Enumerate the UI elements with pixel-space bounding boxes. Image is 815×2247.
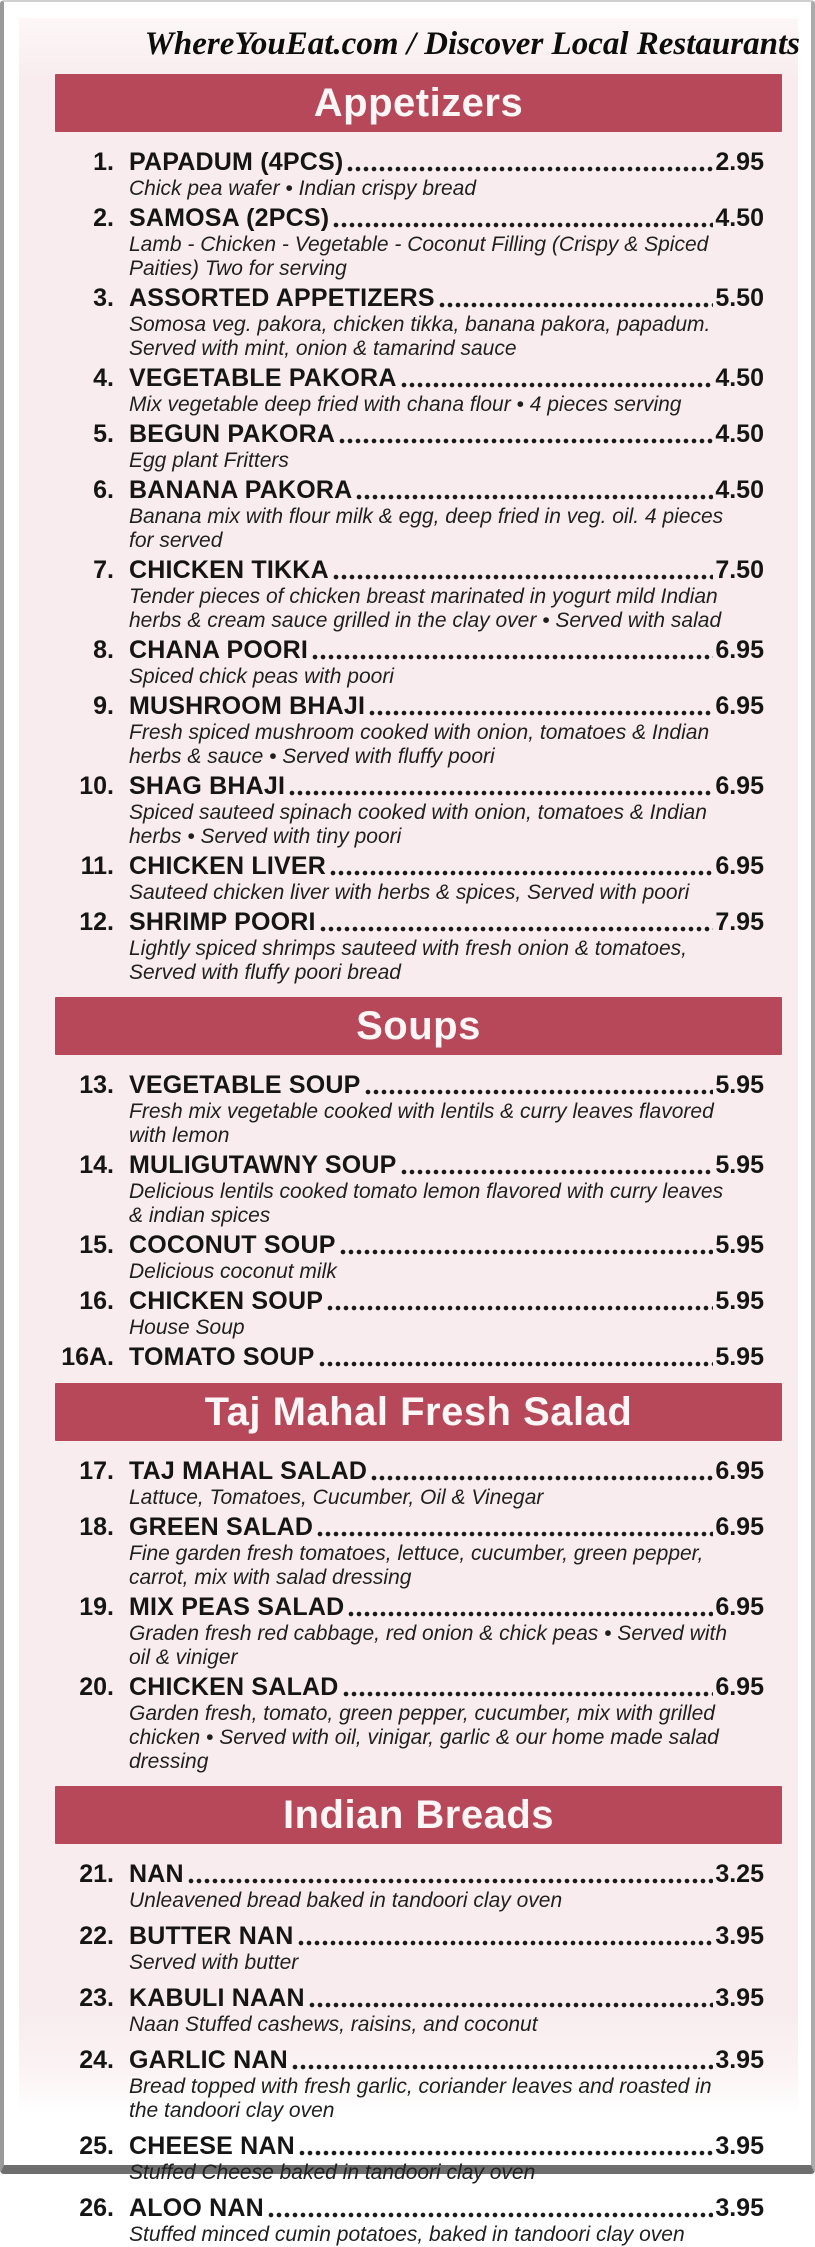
item-price: 6.95	[715, 1673, 764, 1701]
item-description: Unleavened bread baked in tandoori clay oven	[129, 1889, 563, 1912]
item-price: 7.95	[715, 908, 764, 936]
item-description: Banana mix with flour milk & egg, deep fried in veg. oil. 4 pieces for served	[129, 505, 724, 552]
item-name: TOMATO SOUP	[129, 1343, 315, 1371]
dotted-leader	[401, 1169, 714, 1175]
item-line	[129, 1513, 764, 1541]
dotted-leader	[330, 870, 713, 876]
menu-item	[19, 1673, 798, 1774]
dotted-leader	[268, 2212, 713, 2218]
item-price: 3.95	[715, 2194, 764, 2222]
item-price: 6.95	[715, 692, 764, 720]
item-line	[129, 1287, 764, 1315]
item-line	[129, 148, 764, 176]
dotted-leader	[371, 1475, 713, 1481]
item-price: 5.50	[715, 284, 764, 312]
menu-item	[19, 204, 798, 281]
dotted-leader	[333, 222, 713, 228]
item-line	[129, 1343, 764, 1371]
item-number: 13.	[79, 1071, 114, 1099]
item-description: Spiced chick peas with poori	[129, 665, 394, 688]
item-number: 5.	[93, 420, 114, 448]
dotted-leader	[365, 1089, 714, 1095]
item-name: PAPADUM (4PCS)	[129, 148, 344, 176]
item-price: 5.95	[715, 1287, 764, 1315]
menu-item	[19, 908, 798, 985]
item-number: 15.	[79, 1231, 114, 1259]
item-description: Somosa veg. pakora, chicken tikka, banana pakora, papadum. Served with mint, onion & tamarind sauce	[129, 313, 711, 360]
item-name: NAN	[129, 1860, 184, 1888]
item-name: CHICKEN TIKKA	[129, 556, 329, 584]
item-name: BANANA PAKORA	[129, 476, 353, 504]
item-price: 4.50	[715, 420, 764, 448]
item-name: CHICKEN LIVER	[129, 852, 327, 880]
item-number: 6.	[93, 476, 114, 504]
item-price: 5.95	[715, 1151, 764, 1179]
dotted-leader	[320, 926, 714, 932]
item-price: 6.95	[715, 772, 764, 800]
item-description: Chick pea wafer • Indian crispy bread	[129, 177, 477, 200]
item-body	[129, 1151, 764, 1228]
item-body	[129, 1860, 764, 1913]
item-name: TAJ MAHAL SALAD	[129, 1457, 368, 1485]
item-price: 5.95	[715, 1343, 764, 1371]
item-name: CHICKEN SALAD	[129, 1673, 339, 1701]
site-header-title: WhereYouEat.com / Discover Local Restaurants	[144, 26, 800, 62]
dotted-leader	[401, 382, 714, 388]
item-number: 9.	[93, 692, 114, 720]
dotted-leader	[343, 1691, 714, 1697]
item-price: 3.95	[715, 1984, 764, 2012]
item-number: 21.	[79, 1860, 114, 1888]
item-description: House Soup	[129, 1316, 245, 1339]
item-body	[129, 1513, 764, 1590]
menu-item	[19, 1984, 798, 2037]
item-body	[129, 692, 764, 769]
menu-item	[19, 1457, 798, 1510]
item-number: 8.	[93, 636, 114, 664]
item-number: 3.	[93, 284, 114, 312]
dotted-leader	[317, 1531, 713, 1537]
item-name: SAMOSA (2PCS)	[129, 204, 330, 232]
item-name: SHRIMP POORI	[129, 908, 316, 936]
section-banner	[55, 1786, 782, 1844]
item-line	[129, 908, 764, 936]
item-name: GARLIC NAN	[129, 2046, 288, 2074]
item-name: MUSHROOM BHAJI	[129, 692, 366, 720]
item-body	[129, 2046, 764, 2123]
menu-item	[19, 476, 798, 553]
item-name: VEGETABLE PAKORA	[129, 364, 397, 392]
item-body	[129, 1673, 764, 1774]
item-number: 24.	[79, 2046, 114, 2074]
item-description: Stuffed Cheese baked in tandoori clay oven	[129, 2161, 536, 2184]
item-price: 4.50	[715, 476, 764, 504]
item-description: Lattuce, Tomatoes, Cucumber, Oil & Vinegar	[129, 1486, 544, 1509]
section-items	[19, 1457, 798, 1774]
menu-paper	[19, 18, 800, 2246]
item-name: MULIGUTAWNY SOUP	[129, 1151, 397, 1179]
dotted-leader	[298, 1940, 714, 1946]
section-banner	[55, 1383, 782, 1441]
menu-item	[19, 1860, 798, 1913]
item-description: Delicious coconut milk	[129, 1260, 337, 1283]
section-items	[19, 1860, 798, 2247]
item-body	[129, 1071, 764, 1148]
item-line	[129, 364, 764, 392]
item-price: 4.50	[715, 204, 764, 232]
item-name: BEGUN PAKORA	[129, 420, 336, 448]
dotted-leader	[347, 166, 713, 172]
menu-item	[19, 2194, 798, 2247]
item-body	[129, 284, 764, 361]
item-body	[129, 772, 764, 849]
item-line	[129, 692, 764, 720]
item-description: Lamb - Chicken - Vegetable - Coconut Filling (Crispy & Spiced Paities) Two for serving	[129, 233, 709, 280]
item-price: 4.50	[715, 364, 764, 392]
item-price: 6.95	[715, 1513, 764, 1541]
menu-item	[19, 148, 798, 201]
item-description: Garden fresh, tomato, green pepper, cucumber, mix with grilled chicken • Served with oil, vinigar, garlic & our home made salad dressing	[129, 1702, 719, 1773]
menu-item	[19, 420, 798, 473]
item-number: 23.	[79, 1984, 114, 2012]
item-price: 2.95	[715, 148, 764, 176]
item-name: CHEESE NAN	[129, 2132, 295, 2160]
dotted-leader	[356, 494, 713, 500]
item-description: Mix vegetable deep fried with chana flour • 4 pieces serving	[129, 393, 682, 416]
dotted-leader	[289, 790, 713, 796]
menu-item	[19, 772, 798, 849]
item-body	[129, 364, 764, 417]
section-title: Appetizers	[313, 80, 524, 125]
item-line	[129, 1860, 764, 1888]
item-name: COCONUT SOUP	[129, 1231, 336, 1259]
menu-item	[19, 1071, 798, 1148]
item-body	[129, 1457, 764, 1510]
dotted-leader	[327, 1305, 713, 1311]
item-name: ALOO NAN	[129, 2194, 264, 2222]
menu-item	[19, 1343, 798, 1371]
menu-item	[19, 1922, 798, 1975]
item-price: 3.25	[715, 1860, 764, 1888]
dotted-leader	[299, 2150, 713, 2156]
item-body	[129, 1593, 764, 1670]
item-name: BUTTER NAN	[129, 1922, 294, 1950]
menu-section	[19, 1786, 798, 2247]
section-title: Taj Mahal Fresh Salad	[204, 1389, 633, 1434]
item-description: Sauteed chicken liver with herbs & spices, Served with poori	[129, 881, 690, 904]
item-body	[129, 1343, 764, 1371]
item-body	[129, 1287, 764, 1340]
item-description: Graden fresh red cabbage, red onion & chick peas • Served with oil & viniger	[129, 1622, 728, 1669]
item-number: 26.	[79, 2194, 114, 2222]
menu-item	[19, 636, 798, 689]
menu-item	[19, 1287, 798, 1340]
item-body	[129, 2132, 764, 2185]
item-name: SHAG BHAJI	[129, 772, 286, 800]
item-body	[129, 420, 764, 473]
item-description: Naan Stuffed cashews, raisins, and coconut	[129, 2013, 538, 2036]
menu-item	[19, 364, 798, 417]
dotted-leader	[333, 574, 714, 580]
item-body	[129, 1231, 764, 1284]
item-body	[129, 1984, 764, 2037]
item-body	[129, 476, 764, 553]
item-line	[129, 556, 764, 584]
section-title: Soups	[356, 1003, 481, 1048]
menu-item	[19, 852, 798, 905]
item-line	[129, 1151, 764, 1179]
item-number: 1.	[93, 148, 114, 176]
menu-item	[19, 1593, 798, 1670]
item-line	[129, 2132, 764, 2160]
item-body	[129, 908, 764, 985]
dotted-leader	[292, 2064, 713, 2070]
item-name: GREEN SALAD	[129, 1513, 314, 1541]
menu-item	[19, 556, 798, 633]
item-line	[129, 772, 764, 800]
item-body	[129, 556, 764, 633]
menu-item	[19, 2132, 798, 2185]
item-line	[129, 284, 764, 312]
item-number: 17.	[79, 1457, 114, 1485]
menu-section	[19, 997, 798, 1371]
menu-item	[19, 284, 798, 361]
item-price: 3.95	[715, 1922, 764, 1950]
section-banner	[55, 997, 782, 1055]
item-number: 12.	[79, 908, 114, 936]
menu-sections	[19, 74, 798, 2247]
menu-item	[19, 1151, 798, 1228]
section-items	[19, 148, 798, 985]
menu-item	[19, 1513, 798, 1590]
item-line	[129, 1922, 764, 1950]
section-title: Indian Breads	[282, 1792, 554, 1837]
item-number: 16A.	[61, 1343, 114, 1371]
item-price: 7.50	[715, 556, 764, 584]
item-line	[129, 1593, 764, 1621]
item-name: ASSORTED APPETIZERS	[129, 284, 435, 312]
item-name: VEGETABLE SOUP	[129, 1071, 361, 1099]
item-number: 22.	[79, 1922, 114, 1950]
item-line	[129, 852, 764, 880]
menu-section	[19, 74, 798, 985]
item-number: 14.	[79, 1151, 114, 1179]
menu-item	[19, 2046, 798, 2123]
item-description: Stuffed minced cumin potatoes, baked in tandoori clay oven	[129, 2223, 685, 2246]
item-line	[129, 1457, 764, 1485]
section-banner	[55, 74, 782, 132]
dotted-leader	[348, 1611, 713, 1617]
item-name: CHANA POORI	[129, 636, 309, 664]
item-description: Egg plant Fritters	[129, 449, 289, 472]
menu-item	[19, 692, 798, 769]
item-description: Delicious lentils cooked tomato lemon flavored with curry leaves & indian spices	[129, 1180, 724, 1227]
item-number: 7.	[93, 556, 114, 584]
dotted-leader	[439, 302, 714, 308]
dotted-leader	[312, 654, 713, 660]
item-price: 3.95	[715, 2132, 764, 2160]
item-body	[129, 1922, 764, 1975]
dotted-leader	[369, 710, 713, 716]
item-body	[129, 2194, 764, 2247]
item-number: 2.	[93, 204, 114, 232]
menu-section	[19, 1383, 798, 1774]
item-line	[129, 1984, 764, 2012]
dotted-leader	[188, 1878, 714, 1884]
item-description: Fresh spiced mushroom cooked with onion, tomatoes & Indian herbs & sauce • Served with fluffy poori	[129, 721, 710, 768]
item-description: Lightly spiced shrimps sauteed with fresh onion & tomatoes, Served with fluffy poori bread	[129, 937, 687, 984]
item-number: 11.	[80, 852, 114, 880]
item-number: 25.	[79, 2132, 114, 2160]
item-line	[129, 420, 764, 448]
item-price: 5.95	[715, 1231, 764, 1259]
item-description: Fine garden fresh tomatoes, lettuce, cucumber, green pepper, carrot, mix with salad dressing	[129, 1542, 704, 1589]
dotted-leader	[309, 2002, 714, 2008]
item-name: KABULI NAAN	[129, 1984, 305, 2012]
item-body	[129, 636, 764, 689]
item-description: Tender pieces of chicken breast marinated in yogurt mild Indian herbs & cream sauce grilled in the clay over • Served with salad	[129, 585, 722, 632]
item-body	[129, 148, 764, 201]
item-line	[129, 204, 764, 232]
item-line	[129, 2194, 764, 2222]
item-line	[129, 636, 764, 664]
item-price: 6.95	[715, 1593, 764, 1621]
item-price: 6.95	[715, 852, 764, 880]
menu-item	[19, 1231, 798, 1284]
dotted-leader	[340, 1249, 714, 1255]
item-number: 16.	[79, 1287, 114, 1315]
item-line	[129, 2046, 764, 2074]
item-description: Bread topped with fresh garlic, coriander leaves and roasted in the tandoori clay oven	[129, 2075, 712, 2122]
item-name: CHICKEN SOUP	[129, 1287, 324, 1315]
section-items	[19, 1071, 798, 1371]
item-body	[129, 852, 764, 905]
item-number: 19.	[79, 1593, 114, 1621]
item-number: 20.	[79, 1673, 114, 1701]
item-price: 6.95	[715, 636, 764, 664]
item-number: 18.	[79, 1513, 114, 1541]
item-name: MIX PEAS SALAD	[129, 1593, 345, 1621]
item-description: Spiced sauteed spinach cooked with onion, tomatoes & Indian herbs • Served with tiny poori	[129, 801, 707, 848]
item-description: Fresh mix vegetable cooked with lentils & curry leaves flavored with lemon	[129, 1100, 714, 1147]
dotted-leader	[319, 1361, 714, 1367]
item-line	[129, 476, 764, 504]
item-number: 4.	[93, 364, 114, 392]
item-line	[129, 1071, 764, 1099]
item-body	[129, 204, 764, 281]
item-price: 3.95	[715, 2046, 764, 2074]
item-price: 6.95	[715, 1457, 764, 1485]
dotted-leader	[339, 438, 713, 444]
item-line	[129, 1673, 764, 1701]
item-number: 10.	[79, 772, 114, 800]
item-description: Served with butter	[129, 1951, 299, 1974]
item-line	[129, 1231, 764, 1259]
item-price: 5.95	[715, 1071, 764, 1099]
